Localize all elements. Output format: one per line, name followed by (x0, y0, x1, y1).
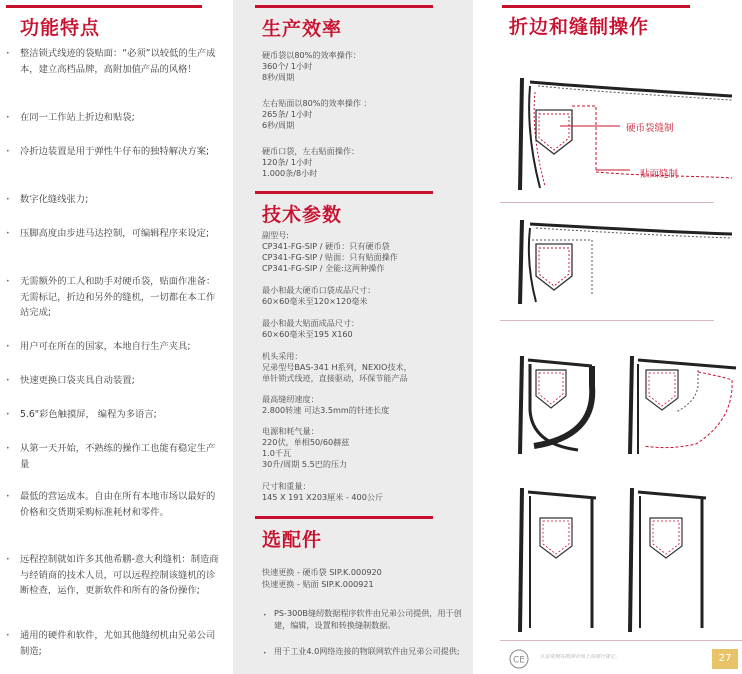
facing-sewing-diagram (500, 346, 742, 456)
feature-item: 整洁锁式线迹的袋贴面：“必须”以较低的生产成本，建立高档品牌，高附加值产品的风格！ (20, 48, 216, 75)
features-title-bar (6, 5, 202, 8)
feature-item: 压脚高度由步进马达控制，可编辑程序来设定; (20, 228, 210, 239)
tech-title-bar (255, 191, 433, 194)
tech-block: 副型号: CP341-FG-SIP / 硬币：只有硬币袋 CP341-FG-SIP / 贴面：只有贴面操作 CP341-FG-SIP / 全能:这两种操作 (262, 230, 398, 274)
efficiency-block: 左右贴面以80%的效率操作 ： 265条/ 1小时 6秒/周期 (262, 98, 372, 131)
footnote: 认证依照在欧洲市场上的现行规定。 (540, 654, 621, 660)
tech-block: 最小和最大硬币口袋成品尺寸： 60×60毫米至120×120毫米 (262, 285, 376, 307)
bullet: • (6, 278, 10, 285)
bullet: • (6, 377, 10, 384)
bullet: • (6, 148, 10, 155)
tech-block: 尺寸和重量： 145 X 191 X203厘米 - 400公斤 (262, 481, 384, 503)
folding-column (500, 0, 742, 674)
feature-item: 通用的硬件和软件，尤如其他缝纫机由兄弟公司制造; (20, 630, 216, 657)
bullet: • (6, 50, 10, 57)
efficiency-title-bar (255, 5, 433, 8)
feature-item: 从第一天开始，不熟练的操作工也能有稳定生产量 (20, 443, 216, 470)
features-title: 功能特点 (20, 17, 101, 39)
features-column (0, 0, 226, 674)
bullet: • (6, 411, 10, 418)
accessory-item: PS-300B缝纫数据程序软件由兄弟公司提供，用于创建，编辑，设置和转换缝制数据。 (274, 608, 462, 630)
feature-item: 用户可在所在的国家，本地自行生产夹具; (20, 341, 191, 352)
svg-text:CE: CE (513, 655, 525, 666)
bullet: • (6, 632, 10, 639)
tech-title: 技术参数 (262, 204, 343, 226)
bullet: • (6, 230, 10, 237)
coin-pocket-callout: 硬币袋缝制 (626, 123, 674, 134)
accessories-title: 选配件 (262, 529, 323, 551)
bullet: • (6, 556, 10, 563)
specs-column (233, 0, 473, 674)
feature-item: 冷折边装置是用于弹性牛仔布的独特解决方案; (20, 146, 210, 157)
folding-title: 折边和缝制操作 (509, 16, 650, 38)
accessories-title-bar (255, 516, 433, 519)
tech-block: 机头采用： 兄弟型号BAS-341 H系列，NEXIO技术， 单针锁式线迹，直接驱动，环保节能产品 (262, 351, 412, 384)
bullet: • (6, 493, 10, 500)
accessories-lines: 快速更换 - 硬币袋 SIP.K.000920 快速更换 - 贴面 SIP.K.000921 (262, 567, 382, 589)
feature-item: 最低的营运成本。自由在所有本地市场以最好的价格和交货期采购标准耗材和零件。 (20, 491, 216, 518)
feature-item: 在同一工作站上折边和贴袋; (20, 112, 135, 123)
divider (500, 320, 714, 321)
bullet: • (6, 343, 10, 350)
divider (500, 202, 714, 203)
facing-sewing-diagram (500, 478, 742, 634)
bullet: • (6, 114, 10, 121)
pocket-sewing-diagram (500, 214, 742, 306)
accessory-item: 用于工业4.0网络连接的物联网软件由兄弟公司提供; (274, 646, 460, 656)
tech-block: 最小和最大贴面成品尺寸： 60×60毫米至195 X160 (262, 318, 360, 340)
feature-item: 数字化缝线张力; (20, 194, 89, 205)
feature-item: 远程控制就如许多其他希鹏-意大利缝机：制造商与经销商的技术人员，可以远程控制该缝机的诊断检查，运作，更新软件和所有的备份操作; (20, 554, 219, 596)
divider (500, 640, 742, 641)
feature-item: 快速更换口袋夹具自动装置; (20, 375, 135, 386)
feature-item: 5.6"彩色触摸屏， 编程为多语言; (20, 409, 157, 420)
folding-title-bar (502, 5, 690, 8)
pocket-sewing-diagram (500, 74, 742, 194)
bullet: • (263, 612, 267, 619)
bullet: • (263, 650, 267, 657)
efficiency-block: 硬币口袋，左右贴面操作： 120条/ 1小时 1.000条/8小时 (262, 146, 360, 179)
bullet: • (6, 445, 10, 452)
feature-item: 无需额外的工人和助手对硬币袋，贴面作准备：无需标记，折边和另外的缝机，一切都在本工作站完成; (20, 276, 216, 318)
ce-mark-icon (506, 649, 532, 669)
efficiency-block: 硬币袋以80%的效率操作： 360个/ 1小时 8秒/周期 (262, 50, 361, 83)
efficiency-title: 生产效率 (262, 18, 343, 40)
facing-callout: 贴面缝制 (640, 169, 679, 180)
tech-block: 最高缝纫速度： 2.800转速 可达3.5mm的针迹长度 (262, 394, 390, 416)
page-number: 27 (712, 649, 738, 669)
tech-block: 电源和耗气量： 220伏，单相50/60赫兹 1.0千瓦 30升/周期 5.5巴的压力 (262, 426, 350, 470)
bullet: • (6, 196, 10, 203)
